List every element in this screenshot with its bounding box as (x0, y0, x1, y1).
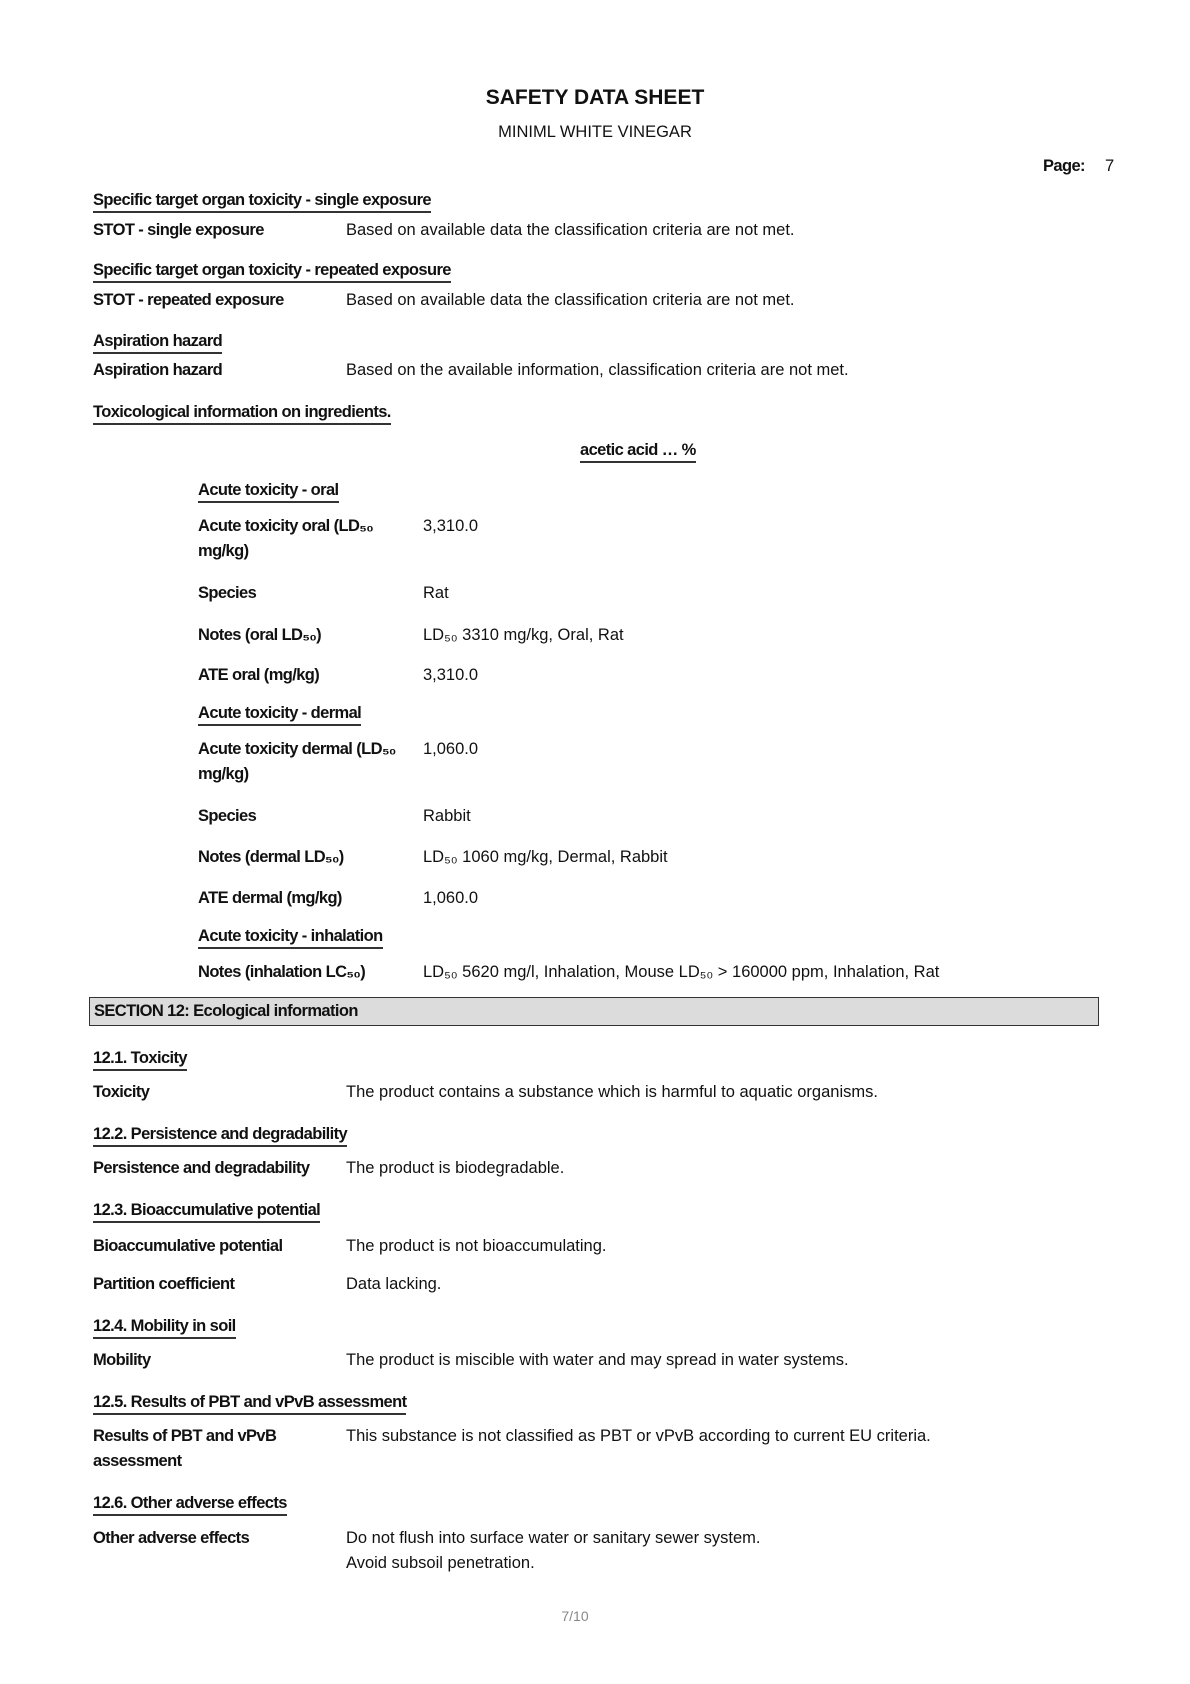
pbt-value: This substance is not classified as PBT or vPvB according to current EU criteria. (346, 1427, 931, 1445)
oral-notes-value: LD₅₀ 3310 mg/kg, Oral, Rat (423, 626, 624, 644)
pbt-label: Results of PBT and vPvB assessment (93, 1427, 277, 1470)
persistence-value: The product is biodegradable. (346, 1159, 565, 1177)
aspiration-label: Aspiration hazard (93, 361, 223, 379)
partition-coefficient-value: Data lacking. (346, 1275, 442, 1293)
dermal-species-value: Rabbit (423, 807, 471, 825)
bioaccumulative-heading: 12.3. Bioaccumulative potential (93, 1200, 320, 1223)
mobility-heading: 12.4. Mobility in soil (93, 1316, 236, 1339)
other-effects-label: Other adverse effects (93, 1529, 250, 1547)
bioaccumulative-value: The product is not bioaccumulating. (346, 1237, 607, 1255)
page-number: 7 (1105, 157, 1115, 175)
inhalation-notes-value: LD₅₀ 5620 mg/l, Inhalation, Mouse LD₅₀ > 160000 ppm, Inhalation, Rat (423, 963, 940, 981)
stot-single-heading: Specific target organ toxicity - single exposure (93, 190, 431, 213)
page-count-footer: 7/10 (561, 1608, 589, 1624)
other-effects-value-2: Avoid subsoil penetration. (346, 1554, 535, 1572)
ate-dermal-label: ATE dermal (mg/kg) (198, 889, 342, 907)
partition-coefficient-label: Partition coefficient (93, 1275, 235, 1293)
dermal-ld50-value: 1,060.0 (423, 740, 479, 758)
product-name: MINIML WHITE VINEGAR (498, 123, 692, 141)
dermal-notes-value: LD₅₀ 1060 mg/kg, Dermal, Rabbit (423, 848, 668, 866)
ate-oral-value: 3,310.0 (423, 666, 479, 684)
dermal-notes-label: Notes (dermal LD₅₀) (198, 848, 344, 866)
oral-notes-label: Notes (oral LD₅₀) (198, 626, 322, 644)
tox-ingredients-heading: Toxicological information on ingredients. (93, 402, 391, 425)
stot-repeated-value: Based on available data the classification criteria are not met. (346, 291, 795, 309)
section-12-title: SECTION 12: Ecological information (94, 1002, 358, 1020)
toxicity-label: Toxicity (93, 1083, 150, 1101)
other-effects-value: Do not flush into surface water or sanitary sewer system. (346, 1529, 761, 1547)
oral-heading: Acute toxicity - oral (198, 480, 339, 503)
ate-oral-label: ATE oral (mg/kg) (198, 666, 320, 684)
other-effects-heading: 12.6. Other adverse effects (93, 1493, 287, 1516)
oral-species-label: Species (198, 584, 257, 602)
inhalation-heading: Acute toxicity - inhalation (198, 926, 383, 949)
stot-single-value: Based on available data the classification criteria are not met. (346, 221, 795, 239)
ingredient-name: acetic acid … % (580, 440, 696, 463)
persistence-heading: 12.2. Persistence and degradability (93, 1124, 347, 1147)
pbt-heading: 12.5. Results of PBT and vPvB assessment (93, 1392, 406, 1415)
stot-repeated-label: STOT - repeated exposure (93, 291, 284, 309)
dermal-species-label: Species (198, 807, 257, 825)
mobility-label: Mobility (93, 1351, 151, 1369)
dermal-heading: Acute toxicity - dermal (198, 703, 361, 726)
dermal-ld50-label: Acute toxicity dermal (LD₅₀ mg/kg) (198, 740, 396, 783)
aspiration-value: Based on the available information, classification criteria are not met. (346, 361, 849, 379)
aspiration-heading: Aspiration hazard (93, 331, 222, 354)
page-label: Page: (1043, 157, 1085, 175)
mobility-value: The product is miscible with water and may spread in water systems. (346, 1351, 849, 1369)
document-title: SAFETY DATA SHEET (485, 86, 705, 109)
oral-ld50-label: Acute toxicity oral (LD₅₀ mg/kg) (198, 517, 374, 560)
stot-repeated-heading: Specific target organ toxicity - repeated exposure (93, 260, 451, 283)
toxicity-heading: 12.1. Toxicity (93, 1048, 187, 1071)
ate-dermal-value: 1,060.0 (423, 889, 479, 907)
inhalation-notes-label: Notes (inhalation LC₅₀) (198, 963, 366, 981)
persistence-label: Persistence and degradability (93, 1159, 310, 1177)
stot-single-label: STOT - single exposure (93, 221, 264, 239)
toxicity-value: The product contains a substance which is harmful to aquatic organisms. (346, 1083, 878, 1101)
bioaccumulative-label: Bioaccumulative potential (93, 1237, 283, 1255)
section-12-header (89, 997, 1099, 1026)
oral-ld50-value: 3,310.0 (423, 517, 479, 535)
oral-species-value: Rat (423, 584, 449, 602)
